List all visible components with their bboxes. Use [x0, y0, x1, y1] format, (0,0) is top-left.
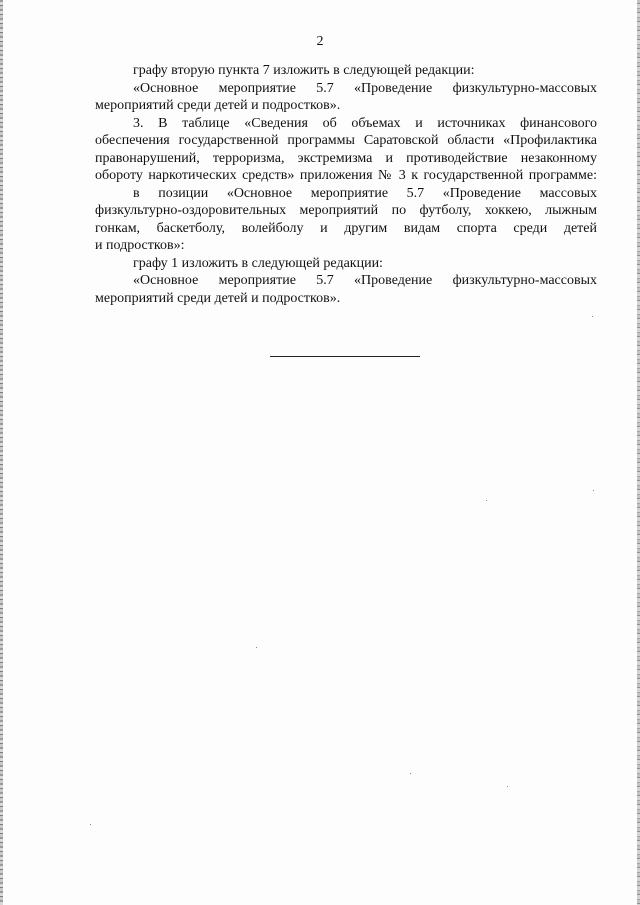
paragraph-5 — [95, 255, 597, 273]
paragraph-4 — [95, 185, 597, 255]
scan-speck — [410, 773, 411, 774]
scan-speck — [507, 786, 508, 787]
paragraph-line: обеспечения государственной программы Саратовской области «Профилактика — [95, 133, 597, 148]
paragraph-line: мероприятий среди детей и подростков». — [95, 98, 341, 113]
paragraph-line: физкультурно-оздоровительных мероприятий по футболу, хоккею, лыжным — [95, 203, 597, 218]
scan-speck — [256, 647, 257, 648]
scan-speck — [593, 490, 594, 491]
paragraph-line: «Основное мероприятие 5.7 «Проведение физкультурно-массовых — [133, 80, 597, 96]
paragraph-3 — [95, 115, 597, 185]
paragraph-line: правонарушений, терроризма, экстремизма и противодействие незаконному — [95, 150, 597, 166]
paragraph-line: обороту наркотических средств» приложения № 3 к государственной программе: — [95, 168, 597, 183]
scan-speck — [592, 316, 593, 317]
body-text — [95, 62, 597, 307]
paragraph-line: и подростков»: — [95, 238, 185, 253]
paragraph-2 — [95, 80, 597, 115]
paragraph-line: мероприятий среди детей и подростков». — [95, 290, 341, 306]
separator-line — [270, 356, 420, 357]
paragraph-line: графу вторую пункта 7 изложить в следующей редакции: — [133, 63, 475, 78]
scan-speck — [486, 500, 487, 501]
paragraph-line: «Основное мероприятие 5.7 «Проведение физкультурно-массовых — [133, 273, 597, 288]
paragraph-line: графу 1 изложить в следующей редакции: — [133, 255, 383, 271]
paragraph-line: в позиции «Основное мероприятие 5.7 «Проведение массовых — [133, 185, 597, 201]
scan-speck — [90, 824, 91, 825]
paragraph-6 — [95, 272, 597, 307]
paragraph-line: 3. В таблице «Сведения об объемах и источниках финансового — [133, 115, 597, 131]
paragraph-1 — [95, 62, 597, 80]
page-number: 2 — [316, 34, 324, 49]
scan-edge-left — [0, 0, 3, 905]
paragraph-line: гонкам, баскетболу, волейболу и другим видам спорта среди детей — [95, 220, 597, 236]
